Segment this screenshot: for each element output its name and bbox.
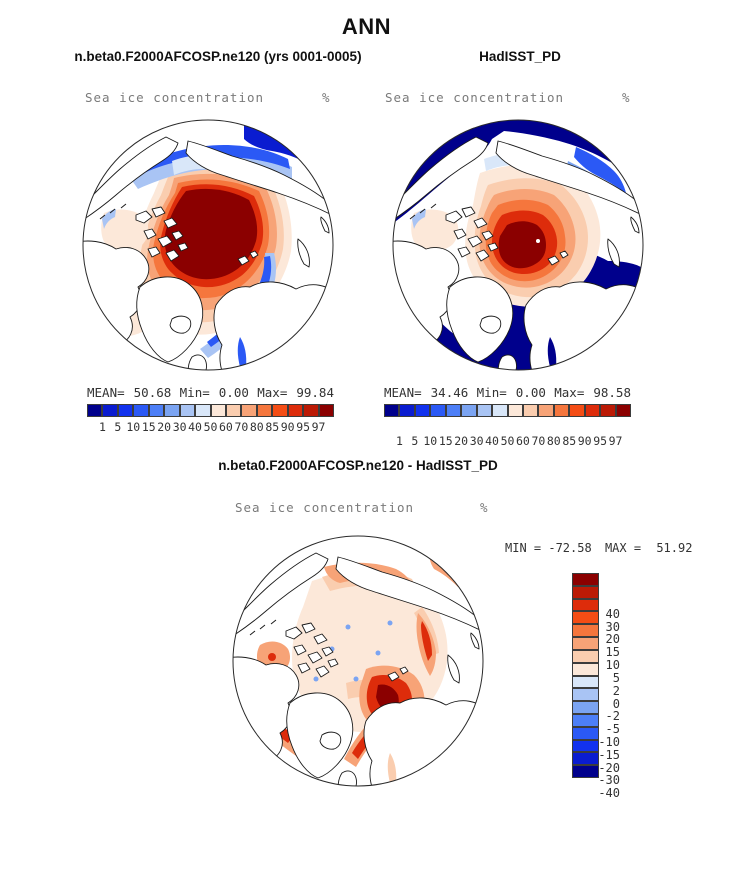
colorbar-swatch — [241, 404, 256, 417]
colorbar-tick-label: 30 — [605, 619, 620, 634]
obs-colorbar-ticks — [384, 434, 631, 448]
model-min-value: 0.00 — [218, 385, 249, 400]
colorbar-swatch — [523, 404, 538, 417]
colorbar-swatch — [430, 404, 445, 417]
model-panel-title: n.beta0.F2000AFCOSP.ne120 (yrs 0001-0005) — [74, 49, 362, 64]
model-mean-label: MEAN= — [87, 385, 125, 400]
colorbar-swatch — [118, 404, 133, 417]
diff-max-label: MAX = — [604, 541, 642, 555]
colorbar-tick-label: 97 — [311, 420, 326, 434]
model-min-label: Min= — [179, 385, 210, 400]
colorbar-swatch — [538, 404, 553, 417]
model-max-label: Max= — [257, 385, 288, 400]
diff-min-label: MIN = — [505, 541, 542, 555]
colorbar-tick-label: 30 — [469, 434, 484, 448]
colorbar-tick-label: -30 — [598, 773, 620, 788]
colorbar-swatch — [600, 404, 615, 417]
colorbar-tick-label: 60 — [516, 434, 530, 448]
colorbar-tick-label: 15 — [605, 645, 620, 660]
colorbar-swatch — [384, 404, 399, 417]
colorbar-tick-label: -15 — [598, 747, 620, 762]
colorbar-swatch — [195, 404, 210, 417]
model-colorbar-ticks — [87, 420, 334, 434]
diff-field-label: Sea ice concentration — [235, 500, 415, 515]
colorbar-tick-label: 90 — [280, 420, 295, 434]
colorbar-swatch — [572, 586, 599, 599]
colorbar-swatch — [226, 404, 241, 417]
obs-field-label: Sea ice concentration — [385, 90, 565, 105]
colorbar-tick-label: 97 — [608, 434, 623, 448]
model-max-value: 99.84 — [296, 385, 334, 400]
diff-map — [228, 531, 488, 791]
colorbar-swatch — [415, 404, 430, 417]
colorbar-tick-label: 1 — [395, 434, 403, 448]
colorbar-tick-label: 70 — [531, 434, 546, 448]
colorbar-tick-label: 20 — [605, 632, 620, 647]
obs-mean-label: MEAN= — [384, 385, 422, 400]
colorbar-tick-label: 5 — [411, 434, 419, 448]
colorbar-swatch — [508, 404, 523, 417]
obs-max-label: Max= — [554, 385, 585, 400]
colorbar-tick-label: 40 — [485, 434, 499, 448]
obs-units-label: % — [622, 90, 631, 105]
colorbar-tick-label: 5 — [114, 420, 122, 434]
colorbar-tick-label: 15 — [141, 420, 156, 434]
colorbar-swatch — [164, 404, 179, 417]
obs-max-value: 98.58 — [593, 385, 631, 400]
colorbar-swatch — [399, 404, 414, 417]
obs-map — [388, 115, 648, 375]
colorbar-tick-label: 20 — [454, 434, 469, 448]
colorbar-tick-label: 1 — [98, 420, 106, 434]
colorbar-tick-label: 10 — [126, 420, 141, 434]
colorbar-tick-label: -2 — [605, 709, 620, 724]
diff-units-label: % — [480, 500, 489, 515]
colorbar-tick-label: 50 — [203, 420, 218, 434]
diff-colorbar-ticks — [574, 601, 620, 806]
colorbar-tick-label: 90 — [577, 434, 592, 448]
colorbar-tick-label: 2 — [612, 683, 620, 698]
colorbar-tick-label: 70 — [234, 420, 249, 434]
colorbar-swatch — [477, 404, 492, 417]
diff-max-value: 51.92 — [656, 541, 693, 555]
colorbar-swatch — [319, 404, 334, 417]
colorbar-tick-label: 85 — [265, 420, 280, 434]
colorbar-tick-label: -5 — [605, 722, 620, 737]
obs-ice-field — [388, 115, 648, 375]
colorbar-swatch — [272, 404, 287, 417]
colorbar-tick-label: 95 — [593, 434, 608, 448]
obs-panel-title: HadISST_PD — [479, 49, 561, 64]
colorbar-tick-label: 30 — [172, 420, 187, 434]
diff-field-shapes — [228, 549, 488, 791]
model-map — [78, 115, 338, 375]
colorbar-swatch — [133, 404, 148, 417]
colorbar-tick-label: 5 — [612, 670, 620, 685]
colorbar-swatch — [288, 404, 303, 417]
colorbar-tick-label: 0 — [612, 696, 620, 711]
obs-min-value: 0.00 — [515, 385, 546, 400]
colorbar-swatch — [569, 404, 584, 417]
diff-min-value: -72.58 — [548, 541, 592, 555]
colorbar-swatch — [102, 404, 117, 417]
colorbar-swatch — [616, 404, 631, 417]
colorbar-tick-label: 80 — [546, 434, 561, 448]
colorbar-swatch — [149, 404, 164, 417]
obs-mean-value: 34.46 — [430, 385, 469, 400]
colorbar-swatch — [257, 404, 272, 417]
colorbar-tick-label: -10 — [598, 734, 620, 749]
model-stats — [87, 385, 334, 400]
model-mean-value: 50.68 — [133, 385, 172, 400]
colorbar-tick-label: -20 — [598, 760, 620, 775]
obs-colorbar — [384, 404, 631, 417]
colorbar-tick-label: 10 — [605, 658, 620, 673]
colorbar-tick-label: 50 — [500, 434, 515, 448]
colorbar-tick-label: -40 — [598, 786, 620, 801]
colorbar-tick-label: 85 — [562, 434, 577, 448]
colorbar-swatch — [87, 404, 102, 417]
colorbar-tick-label: 10 — [423, 434, 438, 448]
colorbar-tick-label: 60 — [219, 420, 233, 434]
colorbar-swatch — [492, 404, 507, 417]
obs-min-label: Min= — [476, 385, 507, 400]
model-ice-field — [78, 123, 338, 375]
model-field-label: Sea ice concentration — [85, 90, 265, 105]
model-units-label: % — [322, 90, 331, 105]
colorbar-tick-label: 40 — [188, 420, 202, 434]
colorbar-swatch — [585, 404, 600, 417]
colorbar-swatch — [180, 404, 195, 417]
diff-panel-title: n.beta0.F2000AFCOSP.ne120 - HadISST_PD — [218, 458, 498, 473]
season-title: ANN — [341, 14, 392, 39]
diff-range — [505, 541, 692, 555]
colorbar-swatch — [446, 404, 461, 417]
colorbar-tick-label: 95 — [296, 420, 311, 434]
colorbar-tick-label: 80 — [249, 420, 264, 434]
colorbar-tick-label: 20 — [157, 420, 172, 434]
colorbar-tick-label: 15 — [438, 434, 453, 448]
model-colorbar — [87, 404, 334, 417]
colorbar-swatch — [303, 404, 318, 417]
obs-stats — [384, 385, 631, 400]
colorbar-swatch — [554, 404, 569, 417]
colorbar-tick-label: 40 — [605, 606, 620, 621]
colorbar-swatch — [572, 573, 599, 586]
colorbar-swatch — [211, 404, 226, 417]
colorbar-swatch — [461, 404, 476, 417]
